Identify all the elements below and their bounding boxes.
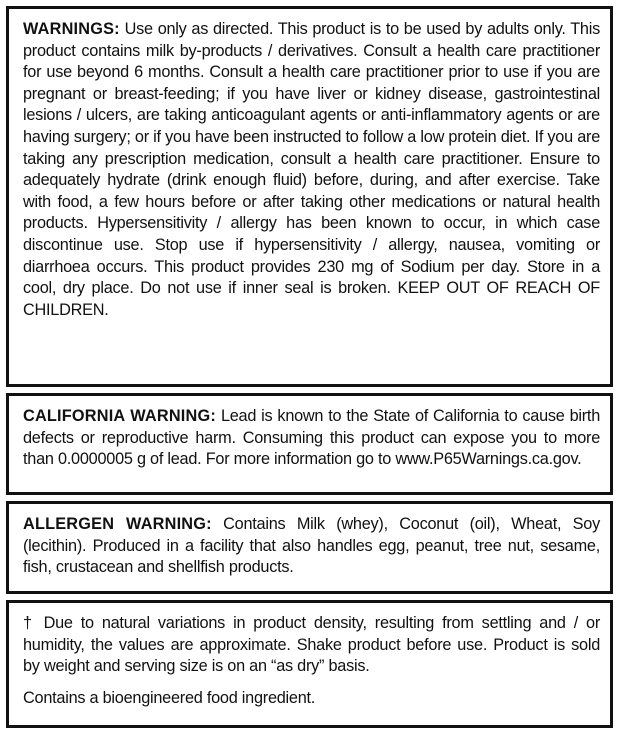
notes-section [6, 600, 613, 728]
bioengineered-note: Contains a bioengineered food ingredient. [23, 688, 316, 707]
california-warning-paragraph [23, 406, 600, 471]
allergen-warning-text: Contains Milk (whey), Coconut (oil), Wheat, Soy (lecithin). Produced in a facility that also handles egg, peanut, tree nut, sesame, fish, crustacean and shellfish products. [23, 515, 600, 577]
warnings-heading: WARNINGS: [23, 20, 120, 38]
allergen-warning-heading: ALLERGEN WARNING: [23, 515, 212, 533]
california-warning-heading: CALIFORNIA WARNING: [23, 407, 216, 425]
allergen-warning-paragraph [23, 514, 600, 579]
warnings-text: Use only as directed. This product is to be used by adults only. This product contains milk by-products / derivatives. Consult a health care practitioner for use beyond 6 months. Consult a health care practitioner prior to use if you are pregnant or breast-feeding; if you have liver or kidney disease, gastrointestinal lesions / ulcers, are taking anticoagulant agents or anti-inflammatory agents or are having surgery; or if you have been instructed to follow a low protein diet. If you are taking any prescription medication, consult a health care practitioner. Ensure to adequately hydrate (drink enough fluid) before, during, and after exercise. Take with food, a few hours before or after taking other medications or natural health products. Hypersensitivity / allergy has been known to occur, in which case discontinue use. Stop use if hypersensitivity / allergy, nausea, vomiting or diarrhoea occurs. This product provides 230 mg of Sodium per day. Store in a cool, dry place. Do not use if inner seal is broken. KEEP OUT OF REACH OF CHILDREN. [23, 20, 600, 319]
california-warning-text: Lead is known to the State of California to cause birth defects or reproductive harm. Consuming this product can expose you to more than 0.0000005 g of lead. For more information go to www.P65Warnings.ca.gov. [23, 407, 601, 469]
allergen-warning-section [6, 501, 613, 594]
california-warning-section [6, 393, 613, 495]
warnings-paragraph [23, 19, 600, 321]
warnings-section [6, 6, 613, 387]
density-note: † Due to natural variations in product density, resulting from settling and / or humidity, the values are approximate. Shake product before use. Product is sold by weight and serving size is on an “as dry” basis. [23, 614, 600, 676]
